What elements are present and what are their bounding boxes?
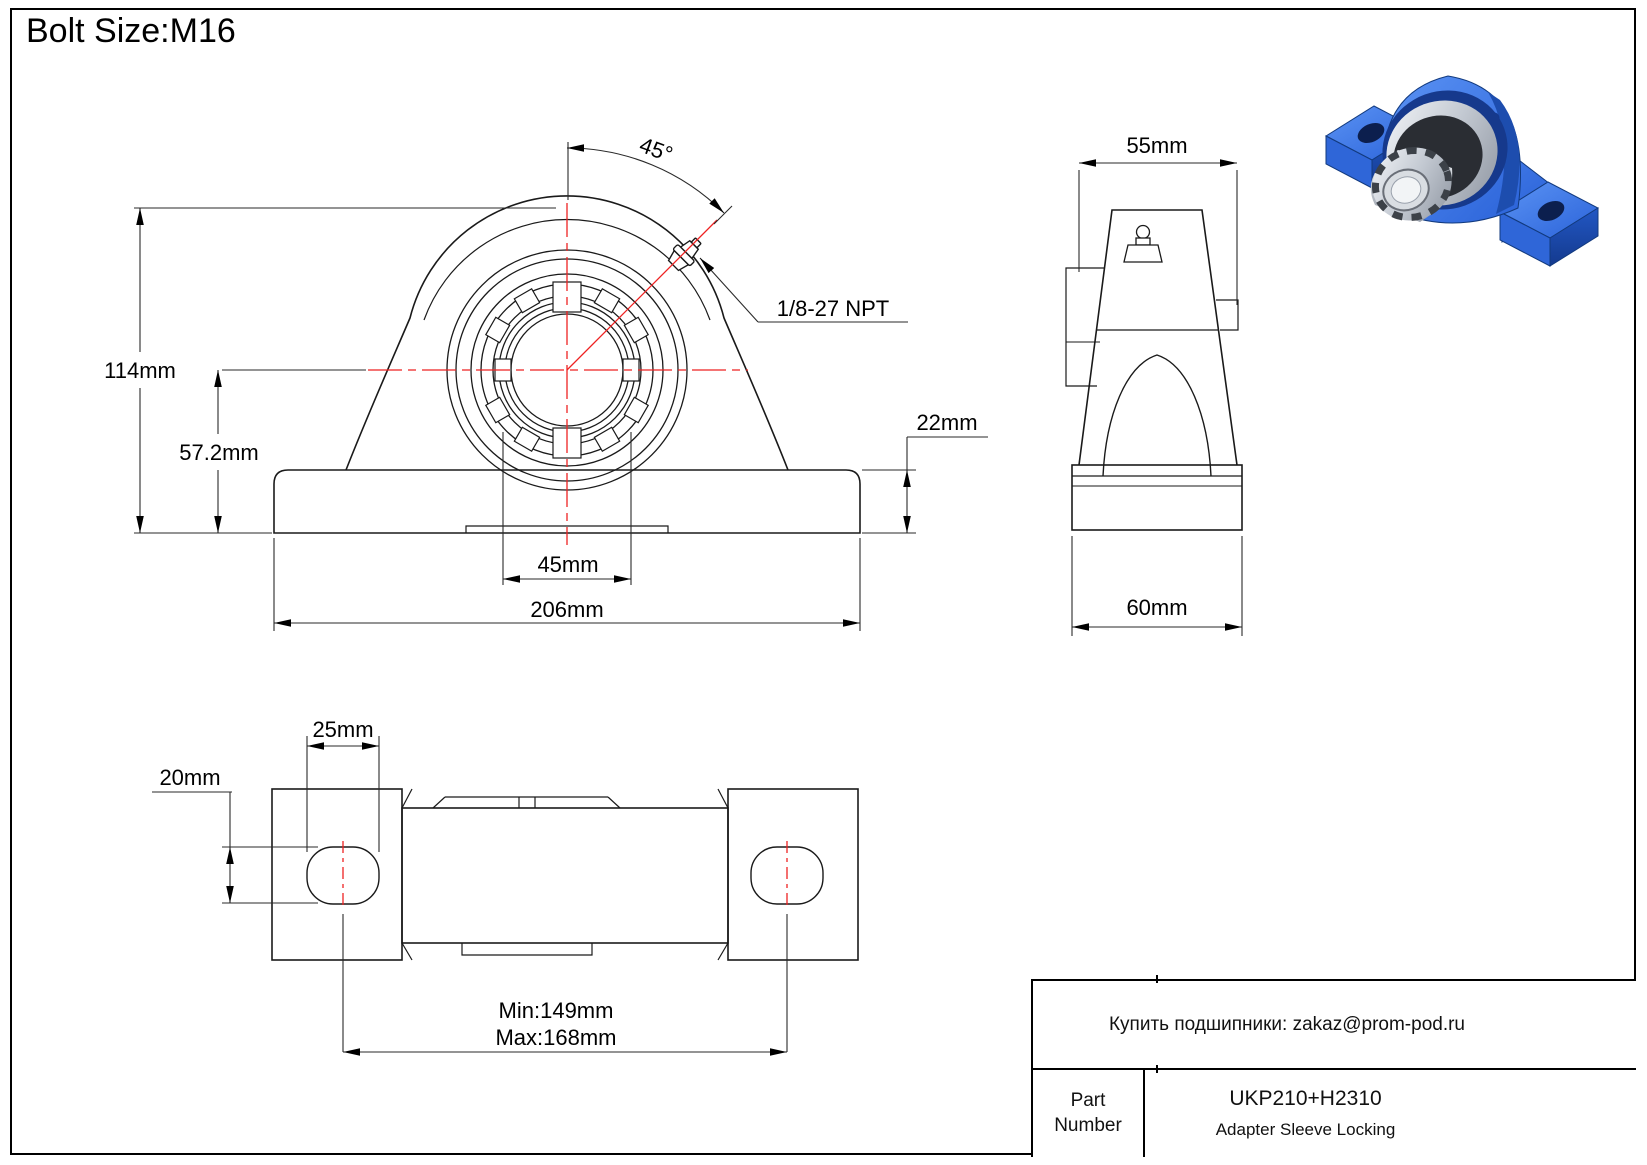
render-3d [1326, 73, 1598, 266]
dim-slot-width: 20mm [159, 765, 221, 790]
bottom-centerlines [343, 841, 787, 910]
bottom-view [272, 789, 858, 960]
grease-fitting-side [1124, 226, 1162, 263]
part-number-value: UKP210+H2310 [1229, 1087, 1382, 1110]
side-view [1066, 210, 1242, 530]
dim-base-thickness: 22mm [916, 410, 978, 435]
part-number-cell [1145, 1070, 1636, 1157]
title-block [1031, 979, 1636, 1157]
dim-base-length: 206mm [530, 597, 604, 622]
center-tick-top [1156, 975, 1158, 983]
center-tick-divider [1156, 1065, 1158, 1073]
dim-npt: 1/8-27 NPT [776, 296, 890, 321]
title-block-contact: Купить подшипники: zakaz@prom-pod.ru [1033, 981, 1636, 1070]
part-number-label: Part Number [1033, 1070, 1145, 1157]
dim-bolt-max: Max:168mm [495, 1025, 617, 1050]
dim-base-width: 60mm [1126, 595, 1188, 620]
bottom-dimensions [152, 736, 787, 1052]
dim-slot-length: 25mm [312, 717, 374, 742]
dim-housing-width: 55mm [1126, 133, 1188, 158]
dim-total-height: 114mm [104, 358, 176, 383]
side-dimensions [1072, 163, 1242, 636]
dim-angle: 45° [636, 132, 677, 167]
grease-fitting-front [665, 232, 707, 274]
dim-bore: 45mm [537, 552, 599, 577]
dim-center-height: 57.2mm [179, 440, 259, 465]
locking-description: Adapter Sleeve Locking [1215, 1120, 1396, 1139]
bolt-size-title: Bolt Size:M16 [26, 12, 236, 50]
dim-bolt-min: Min:149mm [498, 998, 614, 1023]
